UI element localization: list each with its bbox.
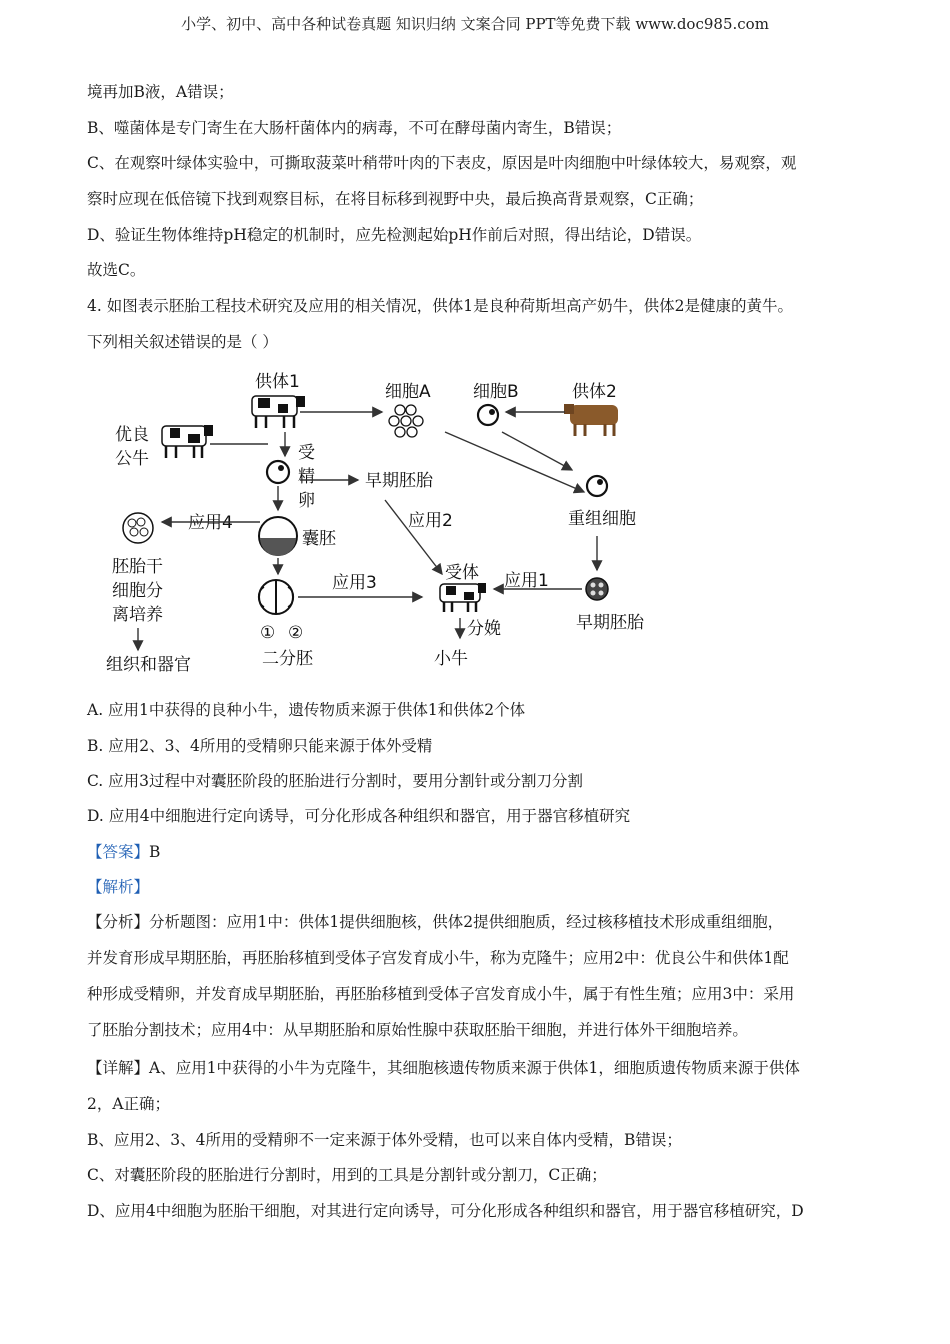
half-embryos-label: 二分胚 (262, 649, 313, 669)
blastocyst-label: 囊胚 (302, 529, 336, 549)
half-embryo-2-label: ② (288, 623, 304, 643)
answer-value: B (149, 843, 161, 861)
fertilized-egg-label-1: 受 (298, 443, 315, 463)
early-embryo-label-2: 早期胚胎 (576, 613, 644, 633)
question-4-stem: 下列相关叙述错误的是（ ） (87, 333, 278, 351)
fertilized-egg-label-2: 精 (298, 467, 315, 487)
calf-label: 小牛 (434, 649, 468, 669)
recipient-label: 受体 (445, 563, 479, 583)
analysis-heading: 【解析】 (87, 878, 150, 896)
detail-line: 2，A正确； (87, 1095, 171, 1113)
option-a: A. 应用1中获得的良种小牛，遗传物质来源于供体1和供体2个体 (87, 701, 526, 719)
early-embryo-icon (586, 578, 608, 600)
cell-a-label: 细胞A (385, 382, 431, 402)
text-line: 故选C。 (87, 261, 146, 279)
analysis-line: 种形成受精卵，并发育成早期胚胎，再胚胎移植到受体子宫发育成小牛，属于有性生殖；应用3中：采用 (87, 985, 795, 1003)
split-embryo-icon (259, 580, 294, 614)
question-4-stem: 4. 如图表示胚胎工程技术研究及应用的相关情况，供体1是良种荷斯坦高产奶牛，供体2是健康的黄牛。 (87, 297, 793, 315)
application-2-label: 应用2 (408, 511, 453, 531)
text-line: D、验证生物体维持pH稳定的机制时，应先检测起始pH作前后对照，得出结论，D错误。 (87, 226, 702, 244)
analysis-line: 了胚胎分割技术；应用4中：从早期胚胎和原始性腺中获取胚胎干细胞，并进行体外干细胞培养。 (87, 1021, 748, 1039)
answer-line (87, 842, 160, 862)
answer-label: 【答案】 (87, 843, 150, 861)
cell-b-icon (478, 405, 498, 425)
detail-line: C、对囊胚阶段的胚胎进行分割时，用到的工具是分割针或分割刀，C正确； (87, 1166, 607, 1184)
detail-line: D、应用4中细胞为胚胎干细胞，对其进行定向诱导，可分化形成各种组织和器官，用于器官移植研究，D (87, 1202, 804, 1220)
donor1-cow-icon (252, 396, 305, 428)
fertilized-egg-icon (267, 461, 289, 483)
birth-label: 分娩 (467, 619, 501, 639)
recombinant-cell-icon (587, 476, 607, 496)
analysis-line: 并发育形成早期胚胎，再胚胎移植到受体子宫发育成小牛，称为克隆牛；应用2中：优良公牛和供体1配 (87, 949, 789, 967)
text-line: 察时应现在低倍镜下找到观察目标，在将目标移到视野中央，最后换高背景观察，C正确； (87, 190, 704, 208)
text-line: B、噬菌体是专门寄生在大肠杆菌体内的病毒，不可在酵母菌内寄生，B错误； (87, 119, 622, 137)
cell-a-icon (389, 405, 423, 437)
donor2-label: 供体2 (572, 382, 617, 402)
stem-cell-dish-icon (123, 513, 153, 543)
half-embryo-1-label: ① (260, 623, 276, 643)
option-d: D. 应用4中细胞进行定向诱导，可分化形成各种组织和器官，用于器官移植研究 (87, 807, 631, 825)
organs-label: 组织和器官 (106, 655, 191, 675)
blastocyst-icon (259, 517, 297, 556)
embryo-engineering-diagram (100, 360, 670, 685)
recombinant-cell-label: 重组细胞 (568, 509, 636, 529)
option-c: C. 应用3过程中对囊胚阶段的胚胎进行分割时，要用分割针或分割刀分割 (87, 772, 584, 790)
donor1-label: 供体1 (255, 372, 300, 392)
detail-line: B、应用2、3、4所用的受精卵不一定来源于体外受精，也可以来自体内受精，B错误； (87, 1131, 682, 1149)
stem-cell-label-1: 胚胎干 (112, 557, 163, 577)
detail-line: 【详解】A、应用1中获得的小牛为克隆牛，其细胞核遗传物质来源于供体1，细胞质遗传物质来源于供体 (87, 1059, 800, 1077)
stem-cell-label-3: 离培养 (112, 605, 163, 625)
analysis-line: 【分析】分析题图：应用1中：供体1提供细胞核，供体2提供细胞质，经过核移植技术形成重组细胞， (87, 913, 784, 931)
application-3-label: 应用3 (332, 573, 377, 593)
stem-cell-label-2: 细胞分 (112, 581, 163, 601)
application-4-label: 应用4 (188, 513, 233, 533)
recipient-cow-icon (440, 583, 486, 612)
bull-label-1: 优良 (115, 425, 149, 445)
early-embryo-label-1: 早期胚胎 (365, 471, 433, 491)
application-1-label: 应用1 (504, 571, 549, 591)
fertilized-egg-label-3: 卵 (298, 491, 315, 511)
page-header: 小学、初中、高中各种试卷真题 知识归纳 文案合同 PPT等免费下载 www.doc985.com (181, 15, 769, 33)
cell-b-label: 细胞B (473, 382, 519, 402)
bull-cow-icon (162, 425, 213, 458)
text-line: C、在观察叶绿体实验中，可撕取菠菜叶稍带叶肉的下表皮，原因是叶肉细胞中叶绿体较大，易观察，观 (87, 154, 797, 172)
option-b: B. 应用2、3、4所用的受精卵只能来源于体外受精 (87, 737, 433, 755)
bull-label-2: 公牛 (115, 449, 149, 469)
donor2-cow-icon (564, 404, 618, 436)
text-line: 境再加B液，A错误； (87, 83, 234, 101)
